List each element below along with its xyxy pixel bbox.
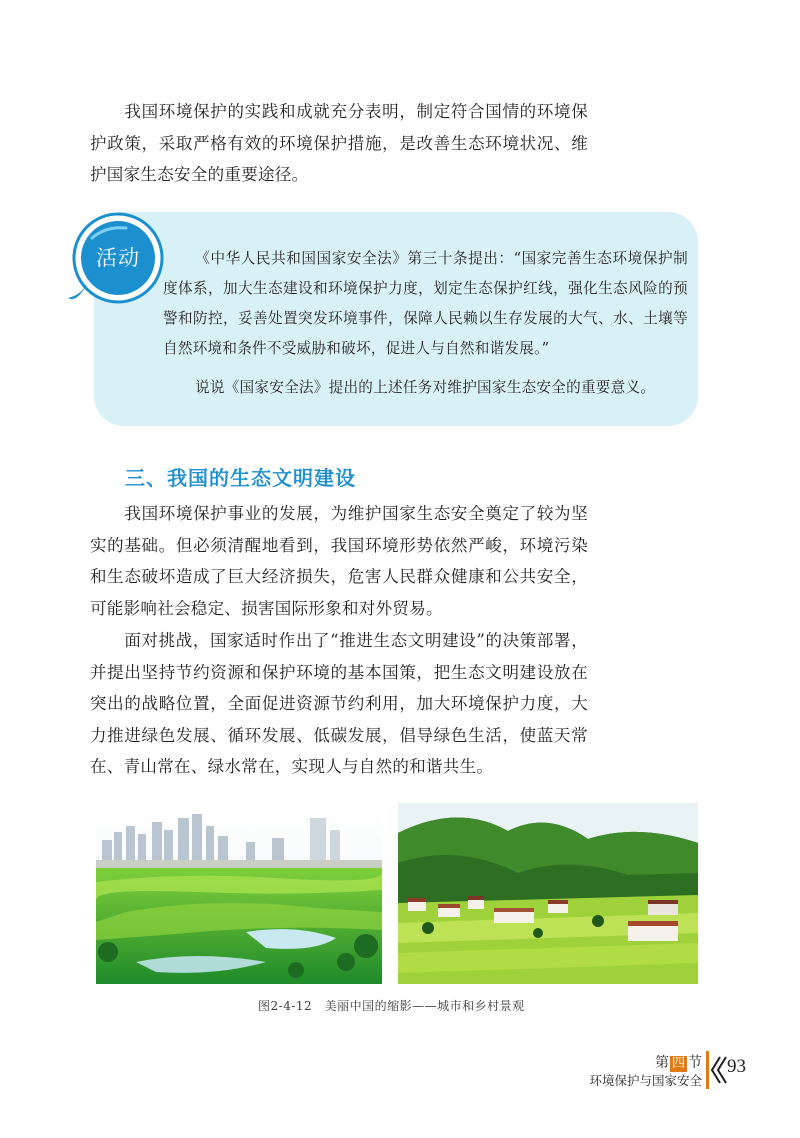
- village-landscape-photo: [398, 803, 698, 984]
- page-number: 93: [727, 1056, 746, 1077]
- activity-question: 说说《国家安全法》提出的上述任务对维护国家生态安全的重要意义。: [195, 379, 656, 396]
- body-paragraph-1: 我国环境保护事业的发展，为维护国家生态安全奠定了较为坚实的基础。但必须清醒地看到，我国环境形势依然严峻，环境污染和生态破坏造成了巨大经济损失，危害人民群众健康和公共安全，可能影响社会稳定、损害国际形象和对外贸易。: [90, 504, 588, 618]
- figure-caption: 图2-4-12 美丽中国的缩影——城市和乡村景观: [258, 999, 525, 1013]
- intro-paragraph: 我国环境保护的实践和成就充分表明，制定符合国情的环境保护政策，采取严格有效的环境保护措施，是改善生态环境状况、维护国家生态安全的重要途径。: [90, 102, 588, 184]
- section-heading: 三、我国的生态文明建设: [125, 466, 356, 490]
- chapter-number-box: 四: [671, 1056, 685, 1071]
- chevron-left-icon: [706, 1051, 728, 1089]
- city-landscape-photo: [96, 812, 382, 984]
- body-paragraph-2: 面对挑战，国家适时作出了“推进生态文明建设”的决策部署，并提出坚持节约资源和保护环境的基本国策，把生态文明建设放在突出的战略位置，全面促进资源节约利用，加大环境保护力度，大力推进绿色发展、循环发展、低碳发展，倡导绿色生活，使蓝天常在、青山常在、绿水常在，实现人与自然的和谐共生。: [90, 631, 588, 776]
- activity-quote: 《中华人民共和国国家安全法》第三十条提出：“国家完善生态环境保护制度体系，加大生态建设和环境保护力度，划定生态保护红线，强化生态风险的预警和防控，妥善处置突发环境事件，保障人民赖以生存发展的大气、水、土壤等自然环境和条件不受威胁和破坏，促进人与自然和谐发展。”: [163, 250, 688, 357]
- footer-chapter: 第 四 节: [654, 1055, 702, 1071]
- footer-chapter-title: 环境保护与国家安全: [589, 1073, 702, 1088]
- activity-label: 活动: [96, 246, 140, 270]
